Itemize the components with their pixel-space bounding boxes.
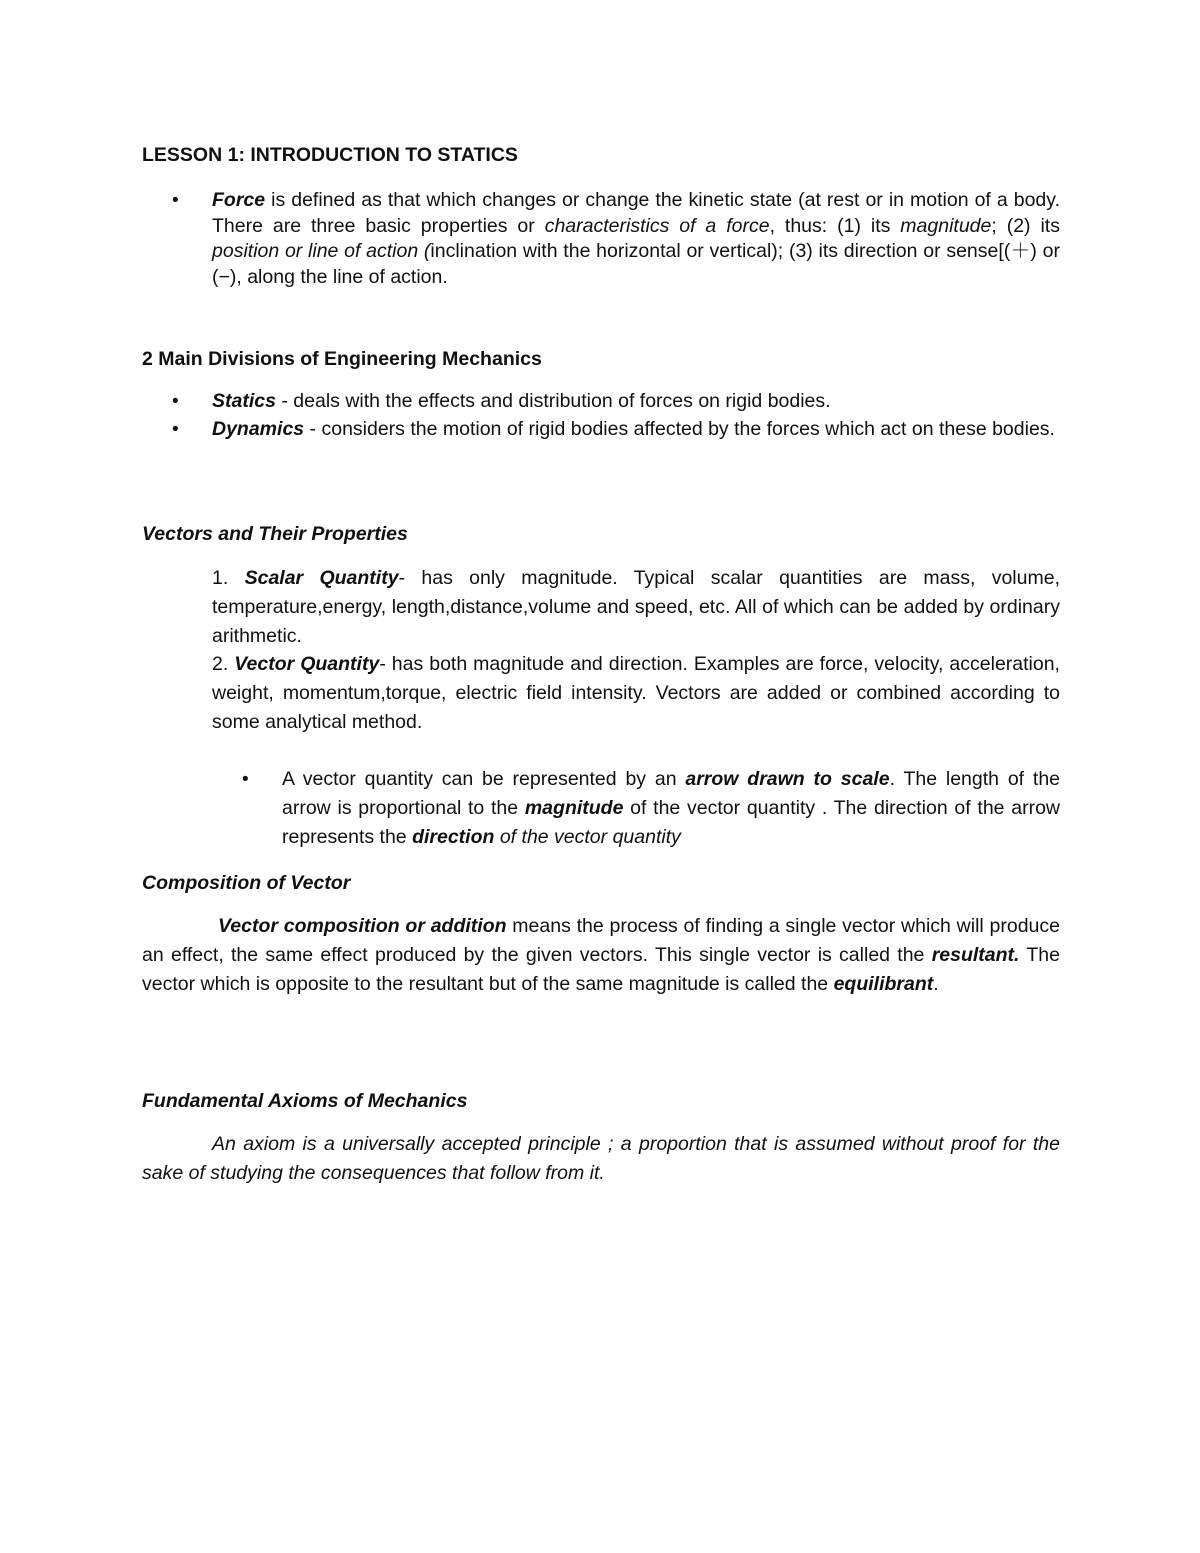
composition-bold-3: equilibrant bbox=[833, 973, 934, 995]
arrow-text-4: of the vector quantity bbox=[494, 826, 681, 848]
vector-term: Vector Quantity bbox=[234, 653, 380, 675]
force-text-6: position or line of action ( bbox=[212, 240, 431, 262]
force-text-2: characteristics of a force bbox=[544, 214, 770, 237]
vectors-heading-block bbox=[142, 522, 1060, 546]
composition-heading-block bbox=[142, 871, 1060, 895]
composition-text-1: means the process of finding a single vector which will produce an effect, the same effect produced by the given vectors. This single vector is called the bbox=[142, 915, 1060, 966]
force-text-3: , thus: (1) its bbox=[769, 214, 901, 237]
force-text-7: inclination with the horizontal or vertical); (3) its direction or sense[(＋) or (−), along the line of action. bbox=[212, 240, 1060, 288]
axioms-heading-block bbox=[142, 1089, 1060, 1113]
force-text-1: is defined as that which changes or change the kinetic state (at rest or in motion of a body. There are three basic properties or bbox=[212, 189, 1060, 237]
scalar-num: 1. bbox=[212, 567, 245, 589]
scalar-term: Scalar Quantity bbox=[244, 567, 399, 589]
arrow-text-1: A vector quantity can be represented by an bbox=[282, 768, 686, 790]
divisions-list bbox=[142, 389, 1060, 442]
arrow-bold-1: arrow drawn to scale bbox=[685, 768, 890, 790]
lesson-title-block bbox=[142, 143, 1060, 167]
arrow-text-2: . The length of the arrow is proportional to the bbox=[282, 768, 1061, 819]
list-item bbox=[142, 389, 1060, 415]
statics-text: - deals with the effects and distribution of forces on rigid bodies. bbox=[275, 390, 831, 412]
bullet-icon: • bbox=[172, 190, 179, 211]
axioms-heading: Fundamental Axioms of Mechanics bbox=[142, 1090, 468, 1112]
composition-text-2: The vector which is opposite to the resultant but of the same magnitude is called the bbox=[142, 944, 1061, 995]
statics-term: Statics bbox=[212, 390, 276, 412]
divisions-heading: 2 Main Divisions of Engineering Mechanics bbox=[142, 348, 542, 370]
list-item bbox=[142, 188, 1060, 290]
arrow-bullet bbox=[212, 765, 1060, 852]
bullet-icon: • bbox=[172, 391, 179, 412]
force-text-5: ; (2) its bbox=[991, 214, 1060, 237]
vectors-heading: Vectors and Their Properties bbox=[142, 523, 408, 545]
composition-bold-1: Vector composition or addition bbox=[218, 915, 507, 937]
axioms-paragraph: An axiom is a universally accepted principle ; a proportion that is assumed without proof for the sake of studying the consequences that follow from it. bbox=[142, 1133, 1060, 1184]
composition-heading: Composition of Vector bbox=[142, 872, 351, 894]
scalar-paragraph bbox=[212, 564, 1060, 651]
composition-paragraph bbox=[142, 912, 1060, 999]
divisions-heading-block bbox=[142, 347, 1060, 371]
list-item bbox=[212, 765, 1060, 852]
vector-text: - has both magnitude and direction. Examples are force, velocity, acceleration, weight, momentum,torque, electric field intensity. Vectors are added or combined according to some analytical method. bbox=[212, 653, 1060, 733]
bullet-icon: • bbox=[242, 769, 249, 790]
lesson-title: LESSON 1: INTRODUCTION TO STATICS bbox=[142, 144, 518, 166]
scalar-text: - has only magnitude. Typical scalar quantities are mass, volume, temperature,energy, length,distance,volume and speed, etc. All of which can be added by ordinary arithmetic. bbox=[212, 567, 1060, 647]
vector-num: 2. bbox=[212, 653, 235, 675]
arrow-text-3: of the vector quantity . The direction of the arrow represents the bbox=[282, 797, 1060, 848]
dynamics-text: - considers the motion of rigid bodies affected by the forces which act on these bodies. bbox=[304, 417, 1055, 440]
composition-text-3: . bbox=[933, 973, 939, 995]
dynamics-term: Dynamics bbox=[212, 417, 305, 440]
arrow-bold-2: magnitude bbox=[524, 797, 624, 819]
arrow-bold-3: direction bbox=[412, 826, 495, 848]
force-bullet bbox=[142, 188, 1060, 290]
vector-paragraph bbox=[212, 650, 1060, 737]
composition-bold-2: resultant. bbox=[931, 944, 1020, 966]
force-term: Force bbox=[212, 189, 266, 211]
bullet-icon: • bbox=[172, 418, 179, 440]
force-text-4: magnitude bbox=[900, 214, 992, 237]
list-item bbox=[142, 417, 1060, 443]
